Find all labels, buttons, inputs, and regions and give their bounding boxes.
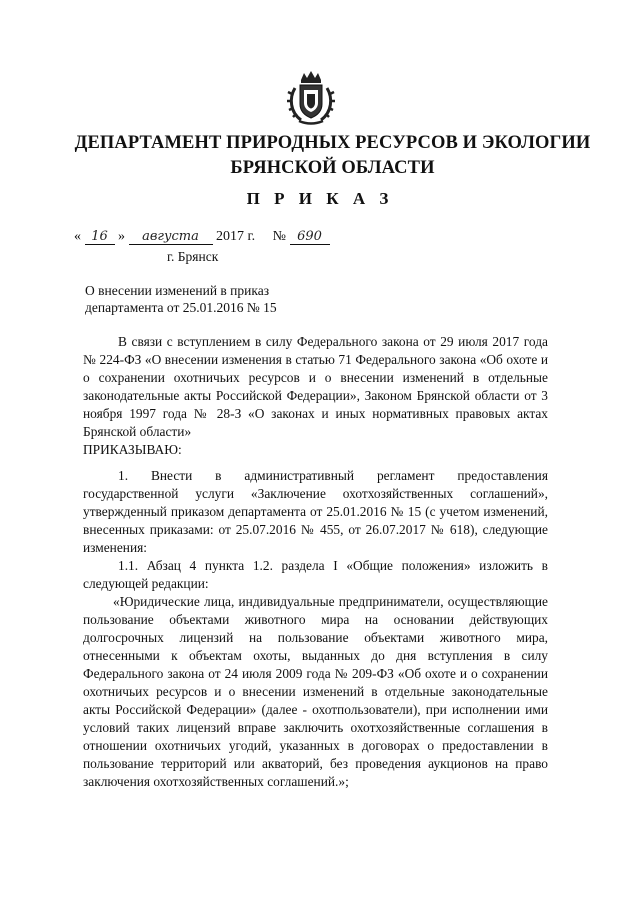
order-year: 2017 г. — [216, 229, 256, 244]
number-sign: № — [272, 229, 287, 244]
order-date-line — [74, 229, 330, 245]
order-number: 690 — [290, 230, 330, 245]
city-label: г. Брянск — [167, 249, 219, 264]
coat-of-arms-icon — [287, 70, 335, 126]
order-subject — [85, 282, 277, 316]
preamble-paragraph: В связи с вступлением в силу Федерального закона от 29 июля 2017 года № 224-ФЗ «О внесении изменения в статью 71 Федерального закона «Об охоте и о сохранении охотничьих ресурсов и о внесении изменений в отдельные законодательные акты Российской Федерации», Законом Брянской области от 3 ноября 1997 года № 28-З «О законах и иных нормативных правовых актах Брянской области» — [83, 334, 548, 439]
quote-close: » — [118, 229, 125, 244]
subject-line1: О внесении изменений в приказ — [85, 283, 270, 298]
organization-title-line2: БРЯНСКОЙ ОБЛАСТИ — [230, 158, 435, 178]
item-1-1-paragraph: 1.1. Абзац 4 пункта 1.2. раздела I «Общие положения» изложить в следующей редакции: — [83, 558, 548, 591]
order-body — [83, 333, 548, 791]
quote-open: « — [74, 229, 81, 244]
order-command: ПРИКАЗЫВАЮ: — [83, 442, 182, 457]
order-day: 16 — [85, 230, 115, 245]
quoted-text-paragraph: «Юридические лица, индивидуальные предприниматели, осуществляющие пользование объектами животного мира на основании действующих долгосрочных лицензий на пользование объектами животного мира, отнесенными к объектам охоты, выданных до дня вступления в силу Федерального закона от 24 июля 2009 года № 209-ФЗ «Об охоте и о сохранении охотничьих ресурсов и о внесении изменений в отдельные законодательные акты Российской Федерации» (далее - охотпользователи), при исполнении ими условий таких лицензий вправе заключить охотхозяйственные соглашения в отношении охотничьих угодий, указанных в договорах о предоставлении в пользование территорий или акваторий, без проведения аукционов на право заключения охотхозяйственных соглашений.»; — [83, 594, 548, 789]
subject-line2: департамента от 25.01.2016 № 15 — [85, 300, 277, 315]
organization-title-line1: ДЕПАРТАМЕНТ ПРИРОДНЫХ РЕСУРСОВ И ЭКОЛОГИИ — [74, 133, 591, 153]
order-month: августа — [129, 230, 213, 245]
item-1-paragraph: 1. Внести в административный регламент предоставления государственной услуги «Заключение охотхозяйственных соглашений», утвержденный приказом департамента от 25.01.2016 № 15 (с учетом изменений, внесенных приказами: от 25.07.2016 № 455, от 26.07.2017 № 618), следующие изменения: — [83, 468, 548, 555]
organization-title — [60, 131, 605, 181]
document-type-title: П Р И К А З — [246, 189, 394, 208]
